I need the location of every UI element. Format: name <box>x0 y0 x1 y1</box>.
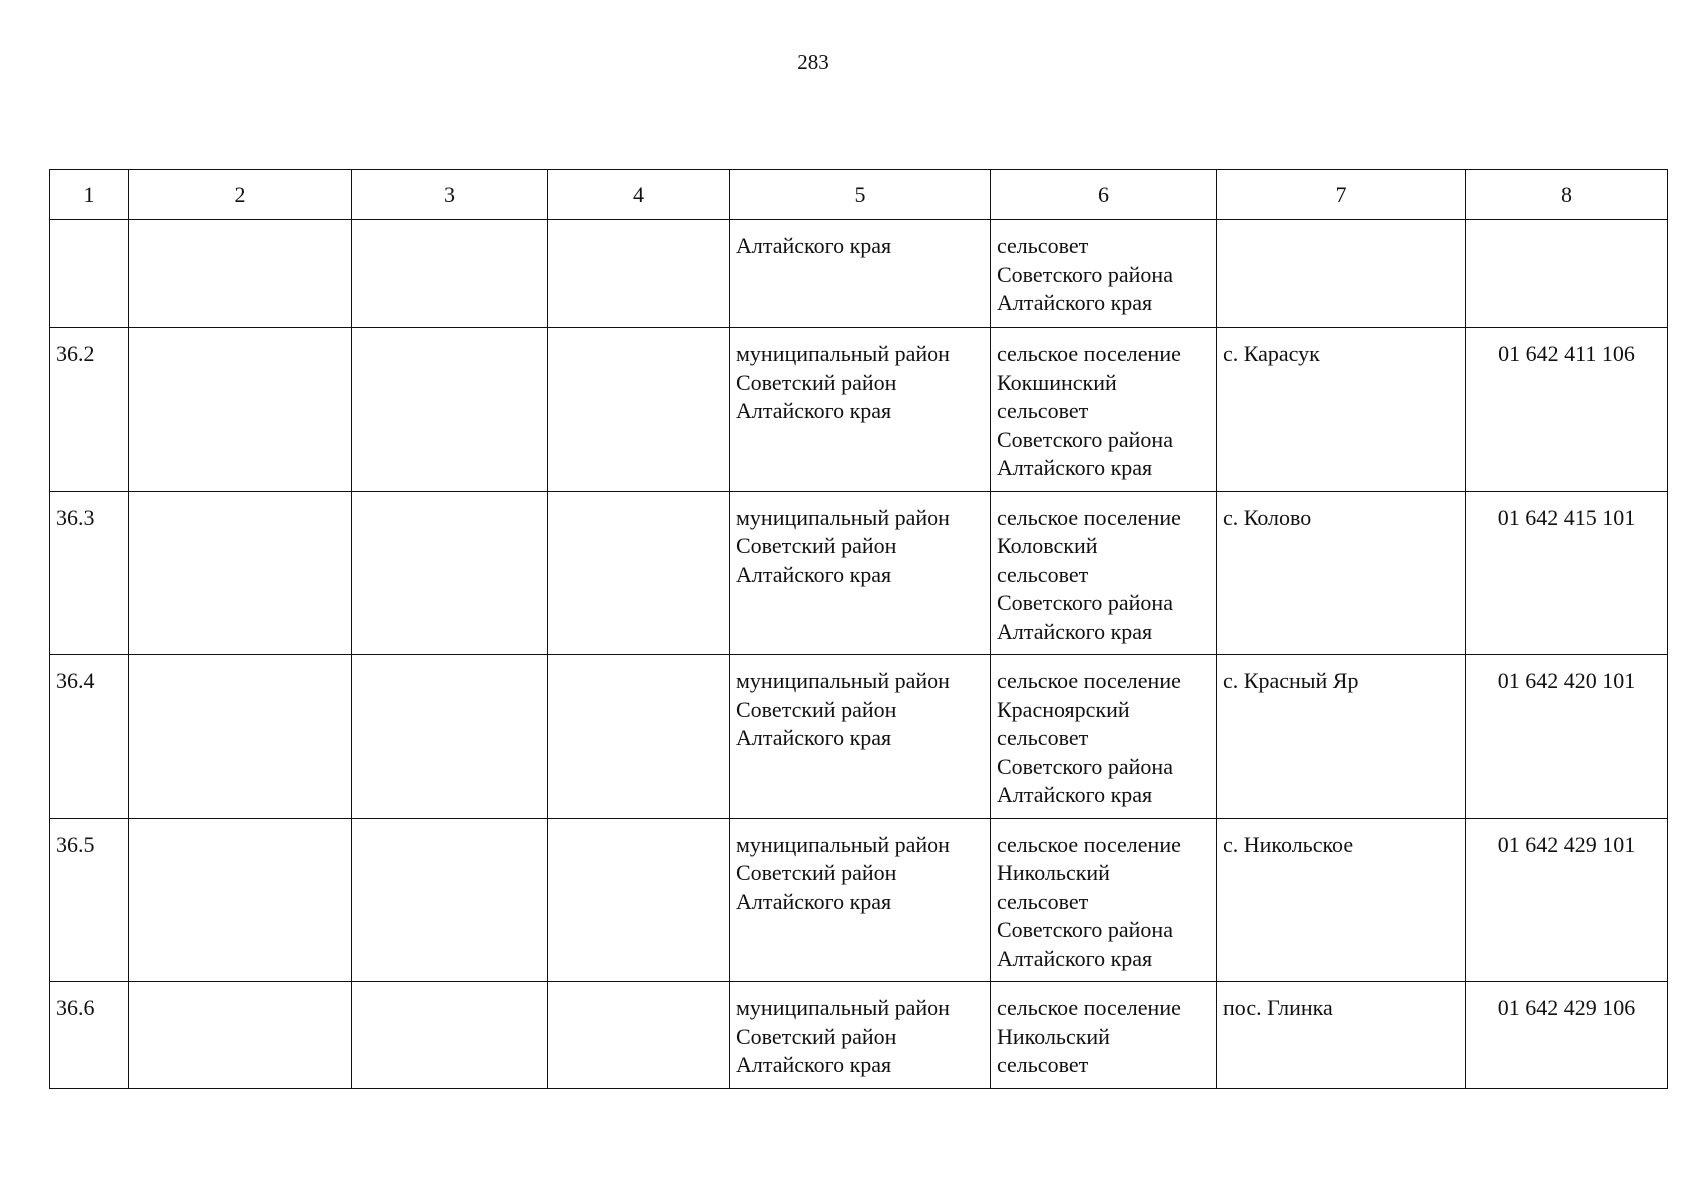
cell-municipal-district <box>730 655 991 819</box>
cell-col3 <box>352 220 548 328</box>
text-line: сельсовет <box>997 725 1089 750</box>
column-header-1: 1 <box>50 170 129 220</box>
text-line: Алтайского края <box>997 618 1153 644</box>
cell-oktmo-code: 01 642 415 101 <box>1466 491 1668 655</box>
cell-locality: с. Карасук <box>1217 328 1466 492</box>
cell-settlement <box>991 220 1217 328</box>
text-line: Советский район <box>736 369 897 395</box>
cell-settlement <box>991 491 1217 655</box>
cell-col2 <box>129 220 352 328</box>
cell-col2 <box>129 491 352 655</box>
cell-col3 <box>352 491 548 655</box>
column-header-8: 8 <box>1466 170 1668 220</box>
cell-settlement <box>991 328 1217 492</box>
cell-col2 <box>129 982 352 1089</box>
column-header-7: 7 <box>1217 170 1466 220</box>
cell-settlement <box>991 818 1217 982</box>
cell-settlement <box>991 982 1217 1089</box>
cell-col2 <box>129 655 352 819</box>
text-line: Алтайского края <box>736 561 892 587</box>
text-line: Алтайского края <box>736 725 892 750</box>
text-line: сельсовет <box>997 1052 1089 1077</box>
text-line: Алтайского края <box>736 1052 892 1077</box>
cell-col4 <box>548 220 730 328</box>
cell-locality <box>1217 220 1466 328</box>
text-line: муниципальный район <box>736 995 950 1020</box>
cell-oktmo-code: 01 642 411 106 <box>1466 328 1668 492</box>
text-line: сельсовет <box>997 888 1089 914</box>
text-line: Красноярский <box>997 696 1130 722</box>
cell-col4 <box>548 818 730 982</box>
table-row <box>50 328 1668 492</box>
register-table <box>49 169 1668 1089</box>
text-line: Кокшинский <box>997 369 1117 395</box>
text-line: Советского района <box>997 590 1173 615</box>
column-header-4: 4 <box>548 170 730 220</box>
text-line: Советского района <box>997 261 1173 287</box>
cell-municipal-district <box>730 220 991 328</box>
cell-number: 36.5 <box>50 818 129 982</box>
cell-municipal-district <box>730 328 991 492</box>
cell-number: 36.2 <box>50 328 129 492</box>
text-line: сельское поселение <box>997 341 1181 366</box>
cell-locality: с. Красный Яр <box>1217 655 1466 819</box>
cell-oktmo-code <box>1466 220 1668 328</box>
cell-settlement <box>991 655 1217 819</box>
cell-number: 36.4 <box>50 655 129 819</box>
cell-col4 <box>548 655 730 819</box>
column-header-2: 2 <box>129 170 352 220</box>
text-line: сельское поселение <box>997 504 1181 530</box>
table-row <box>50 220 1668 328</box>
text-line: Никольский <box>997 1023 1110 1049</box>
text-line: Алтайского края <box>997 290 1153 315</box>
text-line: Алтайского края <box>997 782 1153 807</box>
column-header-3: 3 <box>352 170 548 220</box>
text-line: сельсовет <box>997 561 1089 587</box>
text-line: Советский район <box>736 1023 897 1049</box>
cell-locality: с. Никольское <box>1217 818 1466 982</box>
column-header-6: 6 <box>991 170 1217 220</box>
text-line: муниципальный район <box>736 831 950 857</box>
table-row <box>50 491 1668 655</box>
text-line: Советского района <box>997 426 1173 452</box>
cell-municipal-district <box>730 982 991 1089</box>
text-line: Алтайского края <box>997 455 1153 480</box>
table-row <box>50 982 1668 1089</box>
cell-municipal-district <box>730 491 991 655</box>
cell-municipal-district <box>730 818 991 982</box>
text-line: сельское поселение <box>997 668 1181 693</box>
text-line: сельское поселение <box>997 995 1181 1020</box>
table-row <box>50 655 1668 819</box>
cell-number: 36.3 <box>50 491 129 655</box>
cell-col3 <box>352 818 548 982</box>
cell-col4 <box>548 491 730 655</box>
cell-number: 36.6 <box>50 982 129 1089</box>
cell-oktmo-code: 01 642 429 101 <box>1466 818 1668 982</box>
text-line: Советский район <box>736 533 897 558</box>
text-line: Алтайского края <box>736 888 892 914</box>
cell-locality: пос. Глинка <box>1217 982 1466 1089</box>
text-line: Советского района <box>997 917 1173 942</box>
text-line: Советского района <box>997 753 1173 779</box>
cell-col2 <box>129 818 352 982</box>
cell-col3 <box>352 655 548 819</box>
text-line: сельсовет <box>997 233 1089 258</box>
text-line: муниципальный район <box>736 341 950 366</box>
cell-col4 <box>548 328 730 492</box>
cell-col2 <box>129 328 352 492</box>
text-line: Алтайского края <box>736 233 892 258</box>
page-number: 283 <box>797 50 829 74</box>
cell-oktmo-code: 01 642 420 101 <box>1466 655 1668 819</box>
table-row <box>50 818 1668 982</box>
cell-col3 <box>352 982 548 1089</box>
cell-col3 <box>352 328 548 492</box>
cell-locality: с. Колово <box>1217 491 1466 655</box>
cell-number <box>50 220 129 328</box>
header-row <box>50 170 1668 220</box>
text-line: Коловский <box>997 533 1098 558</box>
text-line: Советский район <box>736 696 897 722</box>
text-line: Никольский <box>997 860 1110 885</box>
text-line: муниципальный район <box>736 504 950 530</box>
cell-col4 <box>548 982 730 1089</box>
text-line: Алтайского края <box>997 945 1153 971</box>
text-line: сельсовет <box>997 398 1089 423</box>
text-line: Алтайского края <box>736 398 892 423</box>
column-header-5: 5 <box>730 170 991 220</box>
cell-oktmo-code: 01 642 429 106 <box>1466 982 1668 1089</box>
text-line: сельское поселение <box>997 831 1181 857</box>
text-line: муниципальный район <box>736 668 950 693</box>
text-line: Советский район <box>736 860 897 885</box>
